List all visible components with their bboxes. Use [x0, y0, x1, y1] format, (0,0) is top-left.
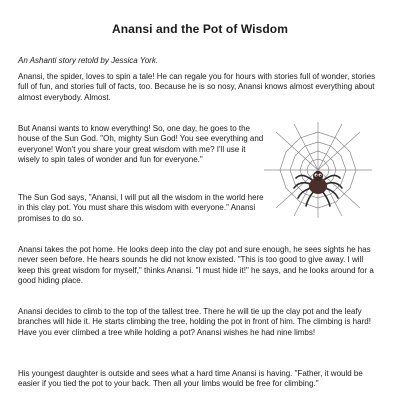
- paragraph-3: The Sun God says, "Anansi, I will put all the wisdom in the world here in this clay pot. You must share this wisdom with everyone." Anansi promises to do so.: [18, 193, 264, 223]
- paragraph-4: Anansi takes the pot home. He looks deep into the clay pot and sure enough, he sees sights he has never seen before. He hears sounds he did not know existed. "This is too good to give away. I will keep this great wisdom for myself," thinks Anansi. "I must hide it!" he says, and he looks around for a good hiding place.: [18, 245, 374, 286]
- paragraph-5: Anansi decides to climb to the top of the tallest tree. There he will tie up the clay pot and the leafy branches will hide it. He starts climbing the tree, holding the pot in front of him. The climbing is hard! Have you ever climbed a tree while holding a pot? Anansi wishes he had nine limbs!: [18, 307, 371, 337]
- paragraph-1: Anansi, the spider, loves to spin a tale! He can regale you for hours with stories full of wonder, stories full of fun, and stories full of facts, too. Because he is so nosy, Anansi knows almost everything about almost everybody. Almost.: [18, 72, 376, 102]
- byline: An Ashanti story retold by Jessica York.: [18, 56, 159, 65]
- page-title: Anansi and the Pot of Wisdom: [111, 22, 289, 36]
- spider-web-illustration: [258, 120, 378, 220]
- paragraph-2: But Anansi wants to know everything! So, one day, he goes to the house of the Sun God. "Oh, mighty Sun God! You see everything and everyone! Won't you share your great wisdom with me? I'll use it wisely to spin tales of wonder and fun for everyone.": [18, 124, 264, 165]
- spider-web: [264, 122, 372, 218]
- paragraph-6: His youngest daughter is outside and sees what a hard time Anansi is having. "Father, it would be easier if you tied the pot to your back. Then all your limbs would be free for climbing.": [18, 369, 363, 389]
